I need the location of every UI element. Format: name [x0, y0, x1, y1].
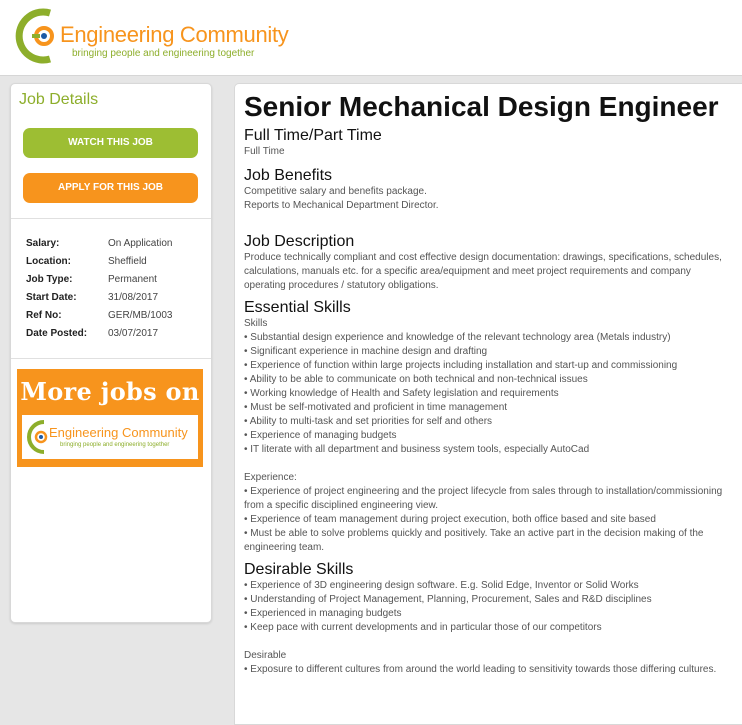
job-title: Senior Mechanical Design Engineer: [244, 91, 719, 122]
skill-item: • Working knowledge of Health and Safety legislation and requirements: [244, 388, 559, 399]
detail-label: Salary:: [26, 238, 60, 249]
detail-label: Job Type:: [26, 274, 73, 285]
site-logo[interactable]: [10, 4, 300, 68]
job-content-panel: [234, 83, 742, 725]
job-details-list: [26, 238, 206, 346]
desirable-skill-item: • Keep pace with current developments and in particular those of our competitors: [244, 622, 602, 633]
experience-item: • Experience of project engineering and the project lifecycle from sales through to installation/commissioning from a specific disciplined engineering view.: [244, 486, 723, 511]
sidebar-divider: [11, 358, 211, 359]
detail-row-job-type: [26, 274, 206, 292]
detail-value: Permanent: [108, 274, 157, 285]
promo-text: More jobs on: [20, 377, 200, 406]
detail-row-ref-no: [26, 310, 206, 328]
skill-item: • Experience of function within large projects including installation and start-up and commissioning: [244, 360, 678, 371]
detail-value: 31/08/2017: [108, 292, 159, 303]
detail-value: 03/07/2017: [108, 328, 159, 339]
job-description-heading: Job Description: [244, 233, 355, 250]
job-details-sidebar: [10, 83, 212, 623]
skill-item: • Ability to multi-task and set priorities for self and others: [244, 416, 493, 427]
benefit-item: Competitive salary and benefits package.: [244, 186, 427, 197]
skill-item: • Substantial design experience and knowledge of the relevant technology area (Metals industry): [244, 332, 671, 343]
benefit-item: Reports to Mechanical Department Director.: [244, 200, 439, 211]
more-jobs-banner[interactable]: [17, 369, 203, 467]
sidebar-title: Job Details: [19, 91, 99, 108]
desirable-skills-heading: Desirable Skills: [244, 561, 354, 578]
promo-logo-name: Engineering Community: [49, 425, 188, 440]
skill-item: • Experience of managing budgets: [244, 430, 397, 441]
experience-item: • Must be able to solve problems quickly and positively. Take an active part in the decision making of the engineering team.: [244, 528, 704, 553]
essential-skills-heading: Essential Skills: [244, 299, 351, 316]
watch-job-button[interactable]: WATCH THIS JOB: [23, 128, 198, 158]
detail-row-date-posted: [26, 328, 206, 346]
experience-label: Experience:: [244, 472, 297, 483]
site-header: [0, 0, 742, 76]
desirable-label: Desirable: [244, 650, 287, 661]
job-description-text: Produce technically compliant and cost effective design documentation: drawings, specifications, schedules, calculations, manuals etc. for a specific area/equipment and meet project requirements and company operating procedures / statutory obligations.: [244, 252, 722, 291]
skills-label: Skills: [244, 318, 268, 329]
logo-name: Engineering Community: [60, 22, 289, 47]
sidebar-divider: [11, 218, 211, 219]
skill-item: • Ability to be able to communicate on both technical and non-technical issues: [244, 374, 588, 385]
skill-item: • Must be self-motivated and proficient in time management: [244, 402, 508, 413]
detail-value: On Application: [108, 238, 173, 249]
experience-item: • Experience of team management during project execution, both office based and site based: [244, 514, 656, 525]
detail-value: Sheffield: [108, 256, 147, 267]
desirable-skill-item: • Understanding of Project Management, Planning, Procurement, Sales and R&D disciplines: [244, 594, 652, 605]
promo-logo: [22, 415, 198, 459]
desirable-item: • Exposure to different cultures from around the world leading to sensitivity towards those differing cultures.: [244, 664, 717, 675]
desirable-skill-item: • Experience of 3D engineering design software. E.g. Solid Edge, Inventor or Solid Works: [244, 580, 639, 591]
detail-row-location: [26, 256, 206, 274]
logo-tagline: bringing people and engineering together: [72, 48, 255, 59]
skill-item: • Significant experience in machine design and drafting: [244, 346, 488, 357]
promo-logo-tagline: bringing people and engineering together: [60, 442, 170, 448]
apply-job-button[interactable]: APPLY FOR THIS JOB: [23, 173, 198, 203]
skill-item: • IT literate with all department and business system tools, especially AutoCad: [244, 444, 590, 455]
detail-value: GER/MB/1003: [108, 310, 173, 321]
job-type-heading: Full Time/Part Time: [244, 127, 382, 144]
detail-row-start-date: [26, 292, 206, 310]
detail-label: Date Posted:: [26, 328, 88, 339]
detail-row-salary: [26, 238, 206, 256]
job-benefits-heading: Job Benefits: [244, 167, 333, 184]
job-type-value: Full Time: [244, 146, 285, 157]
detail-label: Start Date:: [26, 292, 77, 303]
detail-label: Location:: [26, 256, 71, 267]
desirable-skill-item: • Experienced in managing budgets: [244, 608, 402, 619]
detail-label: Ref No:: [26, 310, 62, 321]
